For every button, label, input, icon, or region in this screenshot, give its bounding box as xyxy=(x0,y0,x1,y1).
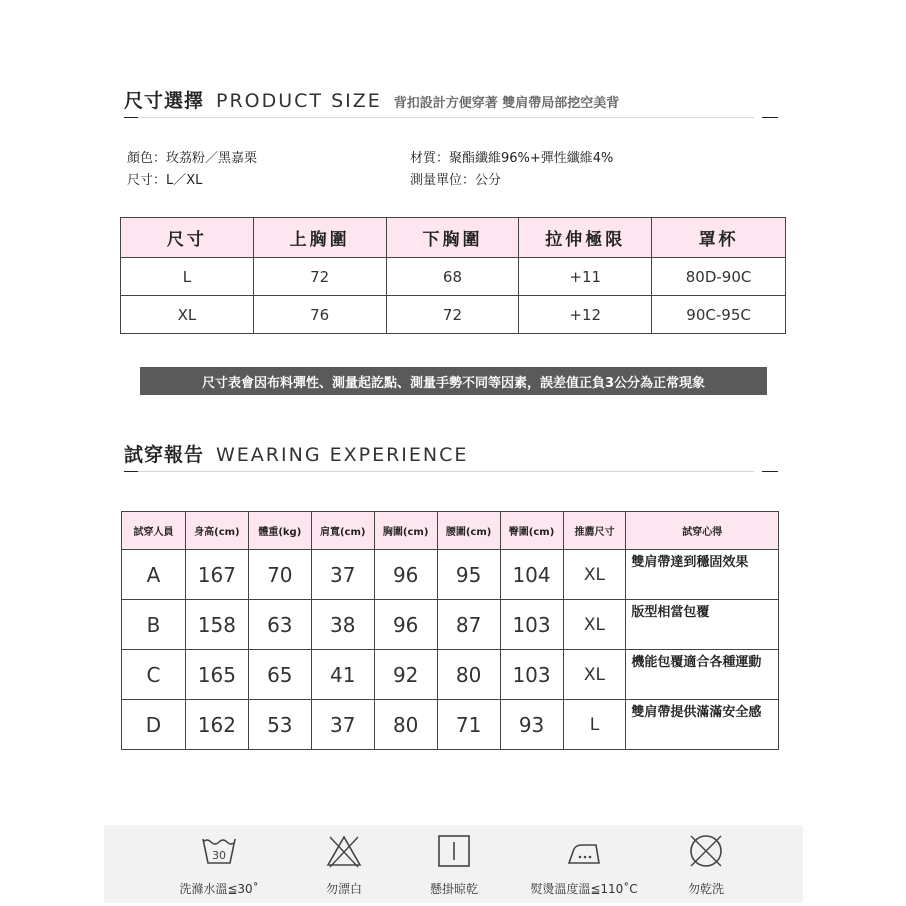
product-size-header xyxy=(124,86,619,113)
info-left xyxy=(127,148,257,192)
wearing-cell: 104 xyxy=(500,550,563,600)
wearing-cell: 87 xyxy=(437,600,500,650)
wearing-cell: 38 xyxy=(311,600,374,650)
table-row xyxy=(121,296,786,334)
table-row xyxy=(121,258,786,296)
no-dry-clean-icon xyxy=(688,833,724,869)
wearing-cell: 162 xyxy=(185,700,248,750)
measurement-note: 尺寸表會因布料彈性、測量起訖點、測量手勢不同等因素，誤差值正負3公分為正常現象 xyxy=(140,367,767,395)
product-size-subtitle: 背扣設計方便穿著 雙肩帶局部挖空美背 xyxy=(393,96,620,111)
care-label: 勿漂白 xyxy=(325,882,362,896)
wearing-cell: 103 xyxy=(500,650,563,700)
care-instructions xyxy=(104,825,803,903)
table-row xyxy=(122,700,779,750)
wearing-header-cell: 身高(cm) xyxy=(185,512,248,550)
wearing-feedback: 機能包覆適合各種運動 xyxy=(626,650,779,700)
wearing-cell: XL xyxy=(563,600,626,650)
wearing-title-en: WEARING EXPERIENCE xyxy=(216,444,469,466)
divider-mark-right xyxy=(762,471,778,472)
wearing-table xyxy=(121,511,779,750)
wearing-cell: 80 xyxy=(374,700,437,750)
table-row xyxy=(122,650,779,700)
size-cell: 68 xyxy=(386,258,519,296)
wearing-cell: 95 xyxy=(437,550,500,600)
divider xyxy=(124,471,754,472)
size-header-cell: 罩杯 xyxy=(652,218,786,258)
wearing-cell: 158 xyxy=(185,600,248,650)
wearing-cell: 165 xyxy=(185,650,248,700)
wearing-header-cell: 胸圍(cm) xyxy=(374,512,437,550)
wearing-header-cell: 試穿心得 xyxy=(626,512,779,550)
wearing-cell: B xyxy=(122,600,186,650)
divider xyxy=(124,117,754,118)
info-size: 尺寸：L／XL xyxy=(127,173,203,188)
size-header-cell: 下胸圍 xyxy=(386,218,519,258)
wearing-header-cell: 腰圍(cm) xyxy=(437,512,500,550)
wearing-cell: 37 xyxy=(311,550,374,600)
wearing-cell: XL xyxy=(563,550,626,600)
wearing-cell: 70 xyxy=(248,550,311,600)
wearing-header-row xyxy=(122,512,779,550)
wearing-cell: 63 xyxy=(248,600,311,650)
wearing-cell: 96 xyxy=(374,550,437,600)
care-item-no-bleach xyxy=(284,825,404,903)
care-label: 懸掛晾乾 xyxy=(429,882,478,896)
info-unit: 測量單位：公分 xyxy=(410,173,502,188)
wearing-cell: 103 xyxy=(500,600,563,650)
wearing-header-cell: 推薦尺寸 xyxy=(563,512,626,550)
wearing-cell: 37 xyxy=(311,700,374,750)
wearing-cell: L xyxy=(563,700,626,750)
size-cell: 72 xyxy=(253,258,386,296)
care-item-iron xyxy=(524,825,644,903)
size-table-header-row xyxy=(121,218,786,258)
size-header-cell: 尺寸 xyxy=(121,218,254,258)
table-row xyxy=(122,550,779,600)
wearing-header-cell: 臀圍(cm) xyxy=(500,512,563,550)
divider-mark-left xyxy=(124,471,138,472)
wearing-feedback: 雙肩帶達到穩固效果 xyxy=(626,550,779,600)
wash-temp-badge: 30 xyxy=(212,849,226,862)
size-table xyxy=(120,217,786,334)
care-label: 洗滌水溫≦30˚ xyxy=(179,882,259,896)
wearing-cell: 167 xyxy=(185,550,248,600)
size-cell: +11 xyxy=(519,258,652,296)
care-label: 勿乾洗 xyxy=(687,882,724,896)
wearing-cell: A xyxy=(122,550,186,600)
care-item-hang-dry xyxy=(394,825,514,903)
size-cell: +12 xyxy=(519,296,652,334)
product-size-title-en: PRODUCT SIZE xyxy=(216,90,382,112)
wearing-cell: 92 xyxy=(374,650,437,700)
table-row xyxy=(122,600,779,650)
care-item-wash xyxy=(159,825,279,903)
size-cell: 90C-95C xyxy=(652,296,786,334)
iron-low-icon xyxy=(566,833,602,869)
size-header-cell: 上胸圍 xyxy=(253,218,386,258)
wearing-feedback: 雙肩帶提供滿滿安全感 xyxy=(626,700,779,750)
wearing-cell: 71 xyxy=(437,700,500,750)
size-cell: L xyxy=(121,258,254,296)
wearing-cell: D xyxy=(122,700,186,750)
wearing-cell: XL xyxy=(563,650,626,700)
hang-dry-icon xyxy=(436,833,472,869)
divider-mark-left xyxy=(124,117,138,118)
wearing-header xyxy=(124,440,468,467)
wash-30-icon xyxy=(201,833,237,869)
product-size-title-zh: 尺寸選擇 xyxy=(124,90,205,112)
wearing-title-zh: 試穿報告 xyxy=(124,444,205,466)
wearing-cell: 53 xyxy=(248,700,311,750)
wearing-cell: 80 xyxy=(437,650,500,700)
care-item-no-dry-clean xyxy=(646,825,766,903)
size-cell: 76 xyxy=(253,296,386,334)
size-cell: XL xyxy=(121,296,254,334)
wearing-cell: 93 xyxy=(500,700,563,750)
info-color: 顏色：玫荔粉／黑嘉栗 xyxy=(127,151,258,166)
care-label: 熨燙溫度溫≦110˚C xyxy=(530,882,638,896)
size-cell: 80D-90C xyxy=(652,258,786,296)
size-cell: 72 xyxy=(386,296,519,334)
wearing-header-cell: 試穿人員 xyxy=(122,512,186,550)
wearing-cell: C xyxy=(122,650,186,700)
wearing-header-cell: 體重(kg) xyxy=(248,512,311,550)
divider-mark-right xyxy=(762,117,778,118)
wearing-cell: 65 xyxy=(248,650,311,700)
wearing-cell: 41 xyxy=(311,650,374,700)
no-bleach-icon xyxy=(326,833,362,869)
wearing-cell: 96 xyxy=(374,600,437,650)
size-header-cell: 拉伸極限 xyxy=(519,218,652,258)
info-right xyxy=(410,148,613,192)
wearing-header-cell: 肩寬(cm) xyxy=(311,512,374,550)
wearing-feedback: 版型相當包覆 xyxy=(626,600,779,650)
info-material: 材質：聚酯纖維96%+彈性纖維4% xyxy=(410,151,614,166)
